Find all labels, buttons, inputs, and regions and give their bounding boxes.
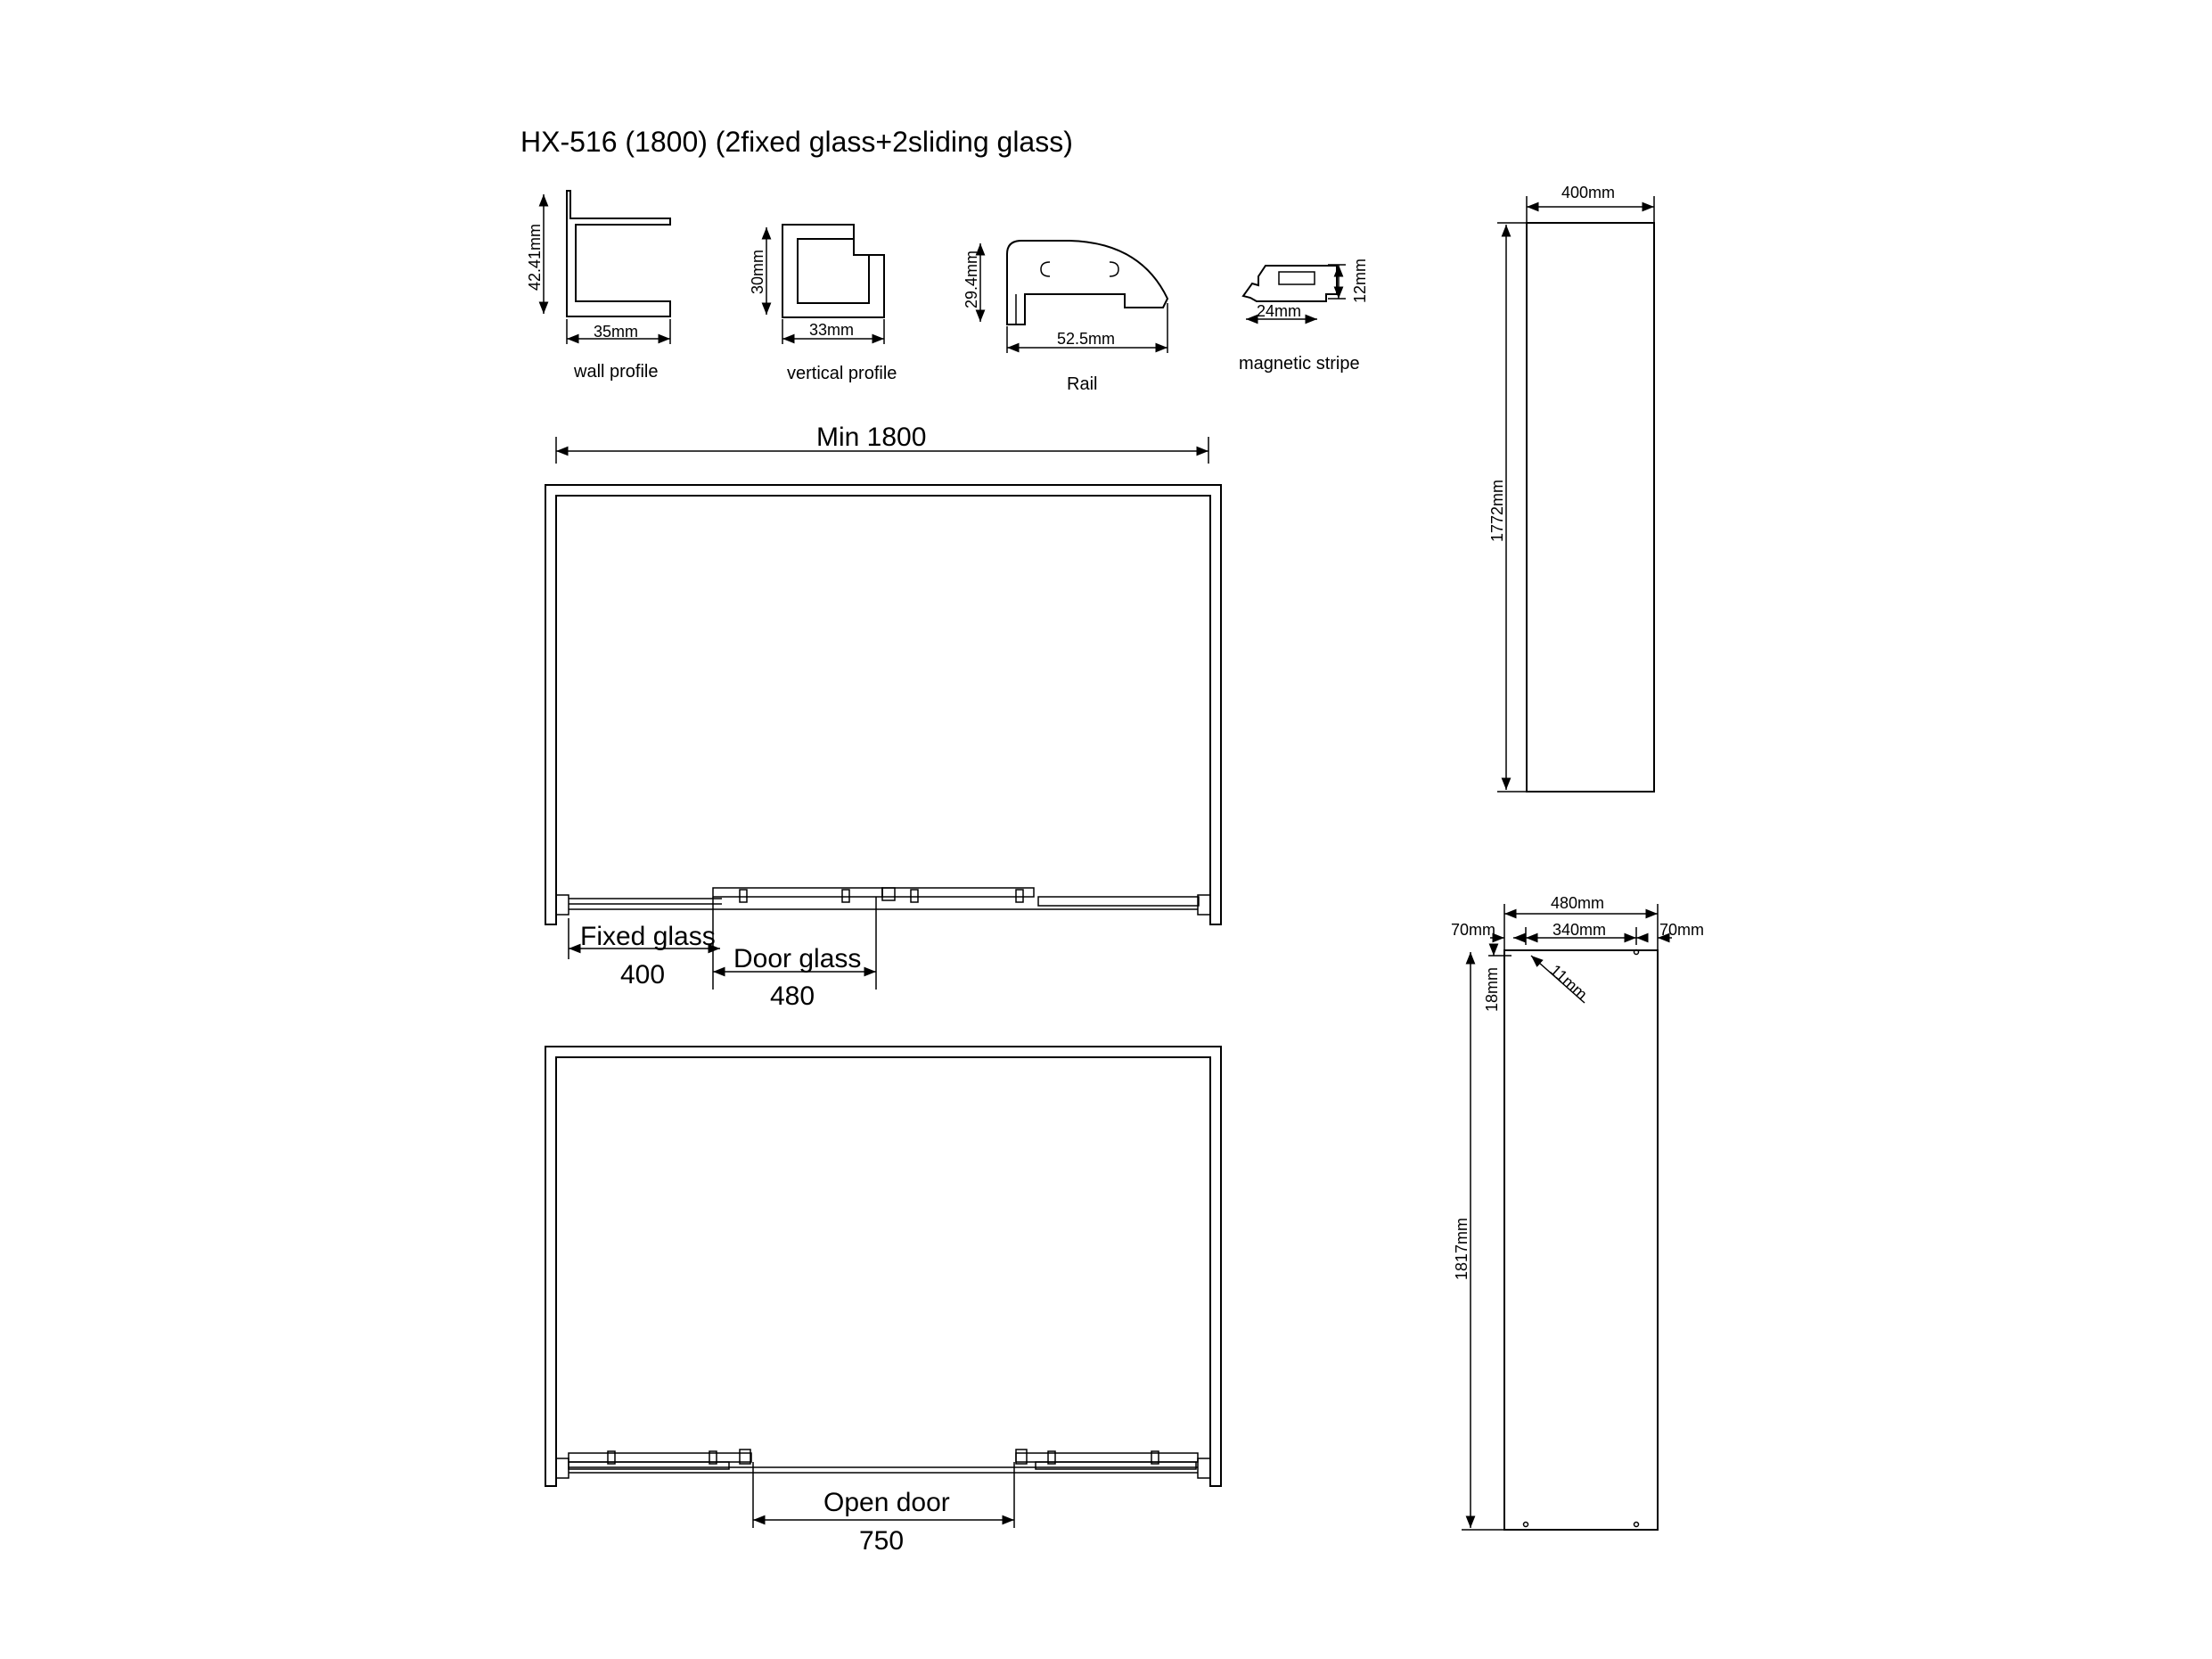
rail-width: 52.5mm <box>1057 330 1116 348</box>
wall-profile-drawing <box>526 191 670 382</box>
door-panel-hole: 11mm <box>1546 961 1591 1004</box>
rail-profile-drawing <box>963 241 1167 394</box>
closed-enclosure-view <box>545 423 1221 1011</box>
open-enclosure-view <box>545 1047 1221 1556</box>
vertical-profile-label: vertical profile <box>787 364 897 383</box>
fixed-side-panel-drawing <box>1488 184 1654 792</box>
wall-profile-label: wall profile <box>574 362 659 382</box>
rail-label: Rail <box>1067 374 1098 394</box>
door-panel-height: 1817mm <box>1453 1217 1471 1280</box>
magnetic-stripe-width: 24mm <box>1257 302 1302 320</box>
vertical-profile-height: 30mm <box>749 249 766 294</box>
door-glass-label: Door glass <box>733 944 862 973</box>
door-panel-right-offset: 70mm <box>1659 921 1705 939</box>
open-door-label: Open door <box>823 1488 950 1517</box>
fixed-glass-label: Fixed glass <box>580 922 716 951</box>
sliding-door-panel-drawing <box>1451 894 1704 1530</box>
wall-profile-width: 35mm <box>594 323 639 341</box>
magnetic-stripe-height: 12mm <box>1351 258 1369 303</box>
door-glass-value: 480 <box>770 981 815 1011</box>
min-width-label: Min 1800 <box>816 423 927 452</box>
vertical-profile-drawing <box>749 225 897 383</box>
door-panel-left-offset: 70mm <box>1451 921 1496 939</box>
fixed-glass-value: 400 <box>620 960 666 990</box>
side-panel-width: 400mm <box>1561 184 1616 201</box>
rail-height: 29.4mm <box>963 250 980 308</box>
door-panel-top-offset: 18mm <box>1483 966 1501 1012</box>
open-door-value: 750 <box>859 1526 905 1556</box>
door-panel-mid-width: 340mm <box>1552 921 1607 939</box>
magnetic-stripe-label: magnetic stripe <box>1239 354 1360 374</box>
door-panel-width: 480mm <box>1551 894 1605 912</box>
vertical-profile-width: 33mm <box>809 321 855 339</box>
drawing-title: HX-516 (1800) (2fixed glass+2sliding glass) <box>520 126 1073 158</box>
wall-profile-height: 42.41mm <box>526 223 544 291</box>
side-panel-height: 1772mm <box>1488 479 1506 542</box>
magnetic-stripe-drawing <box>1239 259 1369 374</box>
